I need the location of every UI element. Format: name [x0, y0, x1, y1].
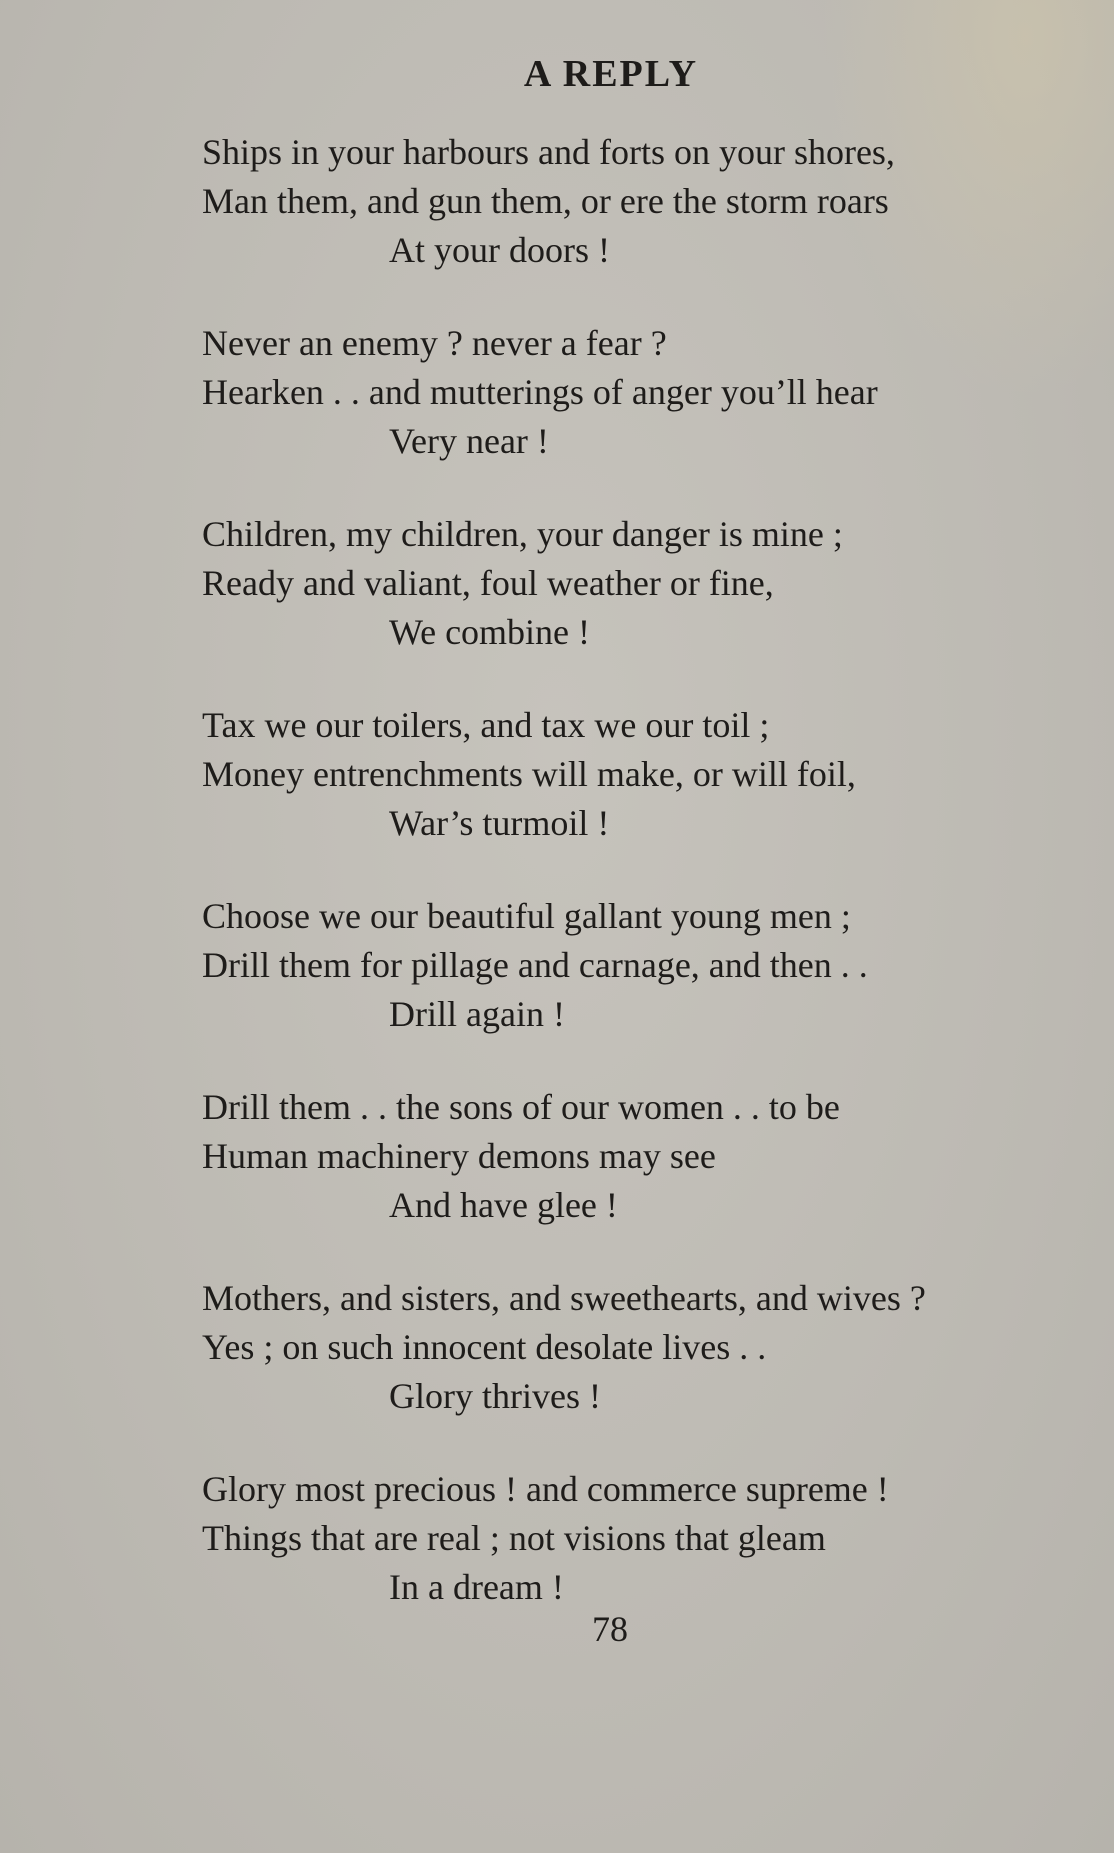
stanza-6	[202, 1083, 1082, 1230]
stanza-8	[202, 1465, 1082, 1612]
verse-line: Drill them . . the sons of our women . . to be	[202, 1087, 840, 1127]
refrain-line: Drill again !	[389, 994, 565, 1034]
stanza-1	[202, 128, 1082, 275]
verse-line: Hearken . . and mutterings of anger you’ll hear	[202, 372, 878, 412]
refrain-line: And have glee !	[389, 1185, 618, 1225]
verse-line: Drill them for pillage and carnage, and then . .	[202, 945, 868, 985]
stanza-2	[202, 319, 1082, 466]
verse-line: Ships in your harbours and forts on your shores,	[202, 132, 895, 172]
poem-body	[202, 128, 1082, 1656]
verse-line: Choose we our beautiful gallant young men ;	[202, 896, 851, 936]
verse-line: Things that are real ; not visions that gleam	[202, 1518, 826, 1558]
verse-line: Tax we our toilers, and tax we our toil ;	[202, 705, 770, 745]
poem-title	[0, 52, 1114, 96]
refrain-line: Glory thrives !	[389, 1376, 601, 1416]
verse-line: Yes ; on such innocent desolate lives . .	[202, 1327, 767, 1367]
refrain-line: In a dream !	[389, 1567, 564, 1607]
verse-line: Money entrenchments will make, or will foil,	[202, 754, 856, 794]
refrain-line: We combine !	[389, 612, 591, 652]
stanza-3	[202, 510, 1082, 657]
verse-line: Human machinery demons may see	[202, 1136, 716, 1176]
verse-line: Ready and valiant, foul weather or fine,	[202, 563, 774, 603]
stanza-5	[202, 892, 1082, 1039]
verse-line: Children, my children, your danger is mine ;	[202, 514, 843, 554]
refrain-line: At your doors !	[389, 230, 610, 270]
verse-line: Glory most precious ! and commerce supreme !	[202, 1469, 889, 1509]
verse-line: Man them, and gun them, or ere the storm roars	[202, 181, 889, 221]
stanza-7	[202, 1274, 1082, 1421]
verse-line: Never an enemy ? never a fear ?	[202, 323, 667, 363]
stanza-4	[202, 701, 1082, 848]
page-number: 78	[592, 1609, 628, 1649]
refrain-line: War’s turmoil !	[389, 803, 610, 843]
poem-title-text: A REPLY	[523, 53, 699, 95]
verse-line: Mothers, and sisters, and sweethearts, and wives ?	[202, 1278, 926, 1318]
refrain-line: Very near !	[389, 421, 549, 461]
